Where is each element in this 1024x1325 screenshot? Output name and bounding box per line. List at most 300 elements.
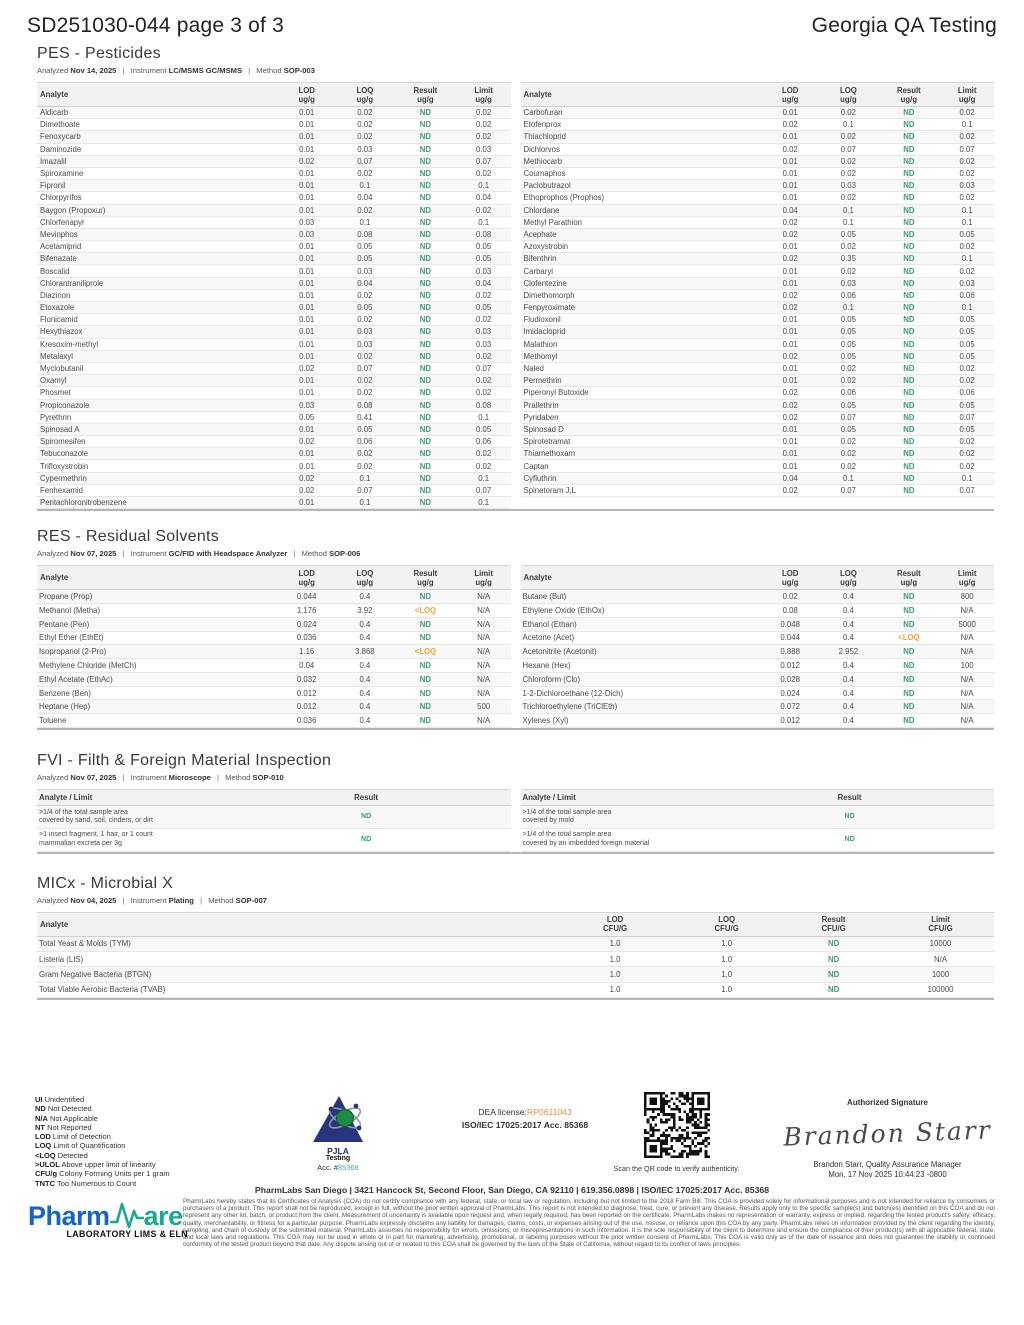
limit-cell: 0.08: [457, 399, 511, 411]
loq-cell: 0.08: [336, 399, 394, 411]
analyte-cell: Etofenprox: [521, 119, 762, 131]
analyte-cell: Oxamyl: [37, 375, 278, 387]
analyte-cell: >1 insect fragment, 1 hair, or 1 count mammalian excreta per 3g: [37, 828, 300, 851]
result-cell: ND: [878, 192, 941, 204]
table-row: [37, 686, 511, 700]
lod-cell: 0.01: [278, 192, 336, 204]
limit-cell: N/A: [457, 672, 511, 686]
result-cell: ND: [394, 617, 457, 631]
limit-cell: 0.05: [940, 228, 994, 240]
meta-method-label: Method: [256, 66, 282, 75]
loq-cell: 0.02: [819, 375, 877, 387]
lod-cell: 0.01: [761, 362, 819, 374]
table-row: [37, 617, 511, 631]
table-row: [521, 686, 995, 700]
analyte-cell: Bifenazate: [37, 253, 278, 265]
pjla-name: PJLA: [327, 1146, 349, 1156]
lod-cell: 0.012: [761, 714, 819, 728]
lod-cell: 0.01: [278, 277, 336, 289]
result-cell: <LOQ: [394, 603, 457, 617]
col-result: Result CFU/G: [780, 912, 887, 936]
qr-code: [644, 1092, 710, 1158]
table-row: [521, 714, 995, 728]
loq-cell: 0.03: [819, 180, 877, 192]
result-cell: ND: [394, 472, 457, 484]
signature-block: [775, 1098, 1000, 1179]
analyte-cell: Permethrin: [521, 375, 762, 387]
table-row: [521, 828, 995, 851]
lod-cell: 0.02: [761, 590, 819, 604]
lod-cell: 0.02: [278, 155, 336, 167]
section-title: FVI - Filth & Foreign Material Inspection: [37, 752, 332, 769]
result-cell: ND: [394, 672, 457, 686]
pjla-logo-icon: [309, 1094, 367, 1144]
loq-cell: 0.4: [819, 617, 877, 631]
table-row: [37, 228, 511, 240]
analyte-cell: Isopropanol (2-Pro): [37, 645, 278, 659]
loq-cell: 0.05: [819, 228, 877, 240]
loq-cell: 0.06: [819, 387, 877, 399]
analyte-cell: Clofentezine: [521, 277, 762, 289]
lod-cell: 0.04: [761, 204, 819, 216]
lod-cell: 0.04: [278, 659, 336, 673]
col-analyte: Analyte: [37, 912, 557, 936]
limit-cell: 0.02: [940, 362, 994, 374]
table-row: [37, 952, 994, 967]
result-cell: ND: [394, 131, 457, 143]
limit-cell: 500: [457, 700, 511, 714]
table-row: [37, 590, 511, 604]
table-row: [521, 302, 995, 314]
loq-cell: 0.4: [819, 700, 877, 714]
analyte-cell: Ethyl Acetate (EthAc): [37, 672, 278, 686]
analyte-cell: Chlorfenapyr: [37, 216, 278, 228]
col-loq: LOQ ug/g: [819, 566, 877, 590]
result-cell: ND: [394, 714, 457, 728]
result-cell: ND: [878, 314, 941, 326]
col-lod: LOD ug/g: [278, 566, 336, 590]
table-row: [37, 982, 994, 997]
limit-cell: 0.02: [457, 289, 511, 301]
limit-cell: 0.02: [940, 265, 994, 277]
table-row: [37, 700, 511, 714]
legend-item: LOD Limit of Detection: [35, 1132, 111, 1142]
loq-cell: 0.05: [819, 350, 877, 362]
analyte-cell: Ethyl Ether (EthEt): [37, 631, 278, 645]
table-row: [521, 472, 995, 484]
analyte-cell: Cypermethrin: [37, 472, 278, 484]
loq-cell: 0.02: [819, 362, 877, 374]
analyte-cell: Dimethoate: [37, 119, 278, 131]
result-cell: ND: [878, 411, 941, 423]
loq-cell: 0.02: [819, 107, 877, 119]
result-cell: ND: [394, 167, 457, 179]
table-row: [37, 362, 511, 374]
result-cell: ND: [394, 460, 457, 472]
limit-cell: 0.1: [940, 302, 994, 314]
signature-handwriting: Brandon Starr: [782, 1115, 993, 1152]
analyte-cell: Fenhexamid: [37, 484, 278, 496]
loq-cell: 0.4: [819, 603, 877, 617]
table-row: [37, 131, 511, 143]
iso-accreditation: ISO/IEC 17025:2017 Acc. 85368: [461, 1120, 589, 1130]
table-row: [37, 143, 511, 155]
result-cell: ND: [878, 204, 941, 216]
license-block: [420, 1106, 630, 1132]
limit-cell: 0.05: [940, 314, 994, 326]
limit-cell: 0.05: [457, 241, 511, 253]
header-row: [521, 566, 995, 590]
meta-separator: |: [293, 549, 296, 559]
table-row: [521, 228, 995, 240]
pharmware-prefix: Pharm: [28, 1201, 110, 1231]
loq-cell: 0.02: [819, 265, 877, 277]
legend-item: LOQ Limit of Quantification: [35, 1141, 126, 1151]
lod-cell: 0.02: [761, 302, 819, 314]
table-row: [37, 192, 511, 204]
lod-cell: 0.01: [761, 436, 819, 448]
loq-cell: 0.07: [336, 362, 394, 374]
section-meta: [37, 896, 994, 905]
lod-cell: 0.01: [761, 314, 819, 326]
analyte-cell: Prallethrin: [521, 399, 762, 411]
lod-cell: 0.02: [761, 216, 819, 228]
limit-cell: 0.04: [457, 277, 511, 289]
loq-cell: 0.1: [336, 216, 394, 228]
col-spacer: [433, 790, 511, 806]
legend-item: N/A Not Applicable: [35, 1113, 98, 1123]
col-loq: LOQ ug/g: [336, 83, 394, 107]
table-row: [521, 350, 995, 362]
loq-cell: 0.05: [819, 326, 877, 338]
table-row: [521, 107, 995, 119]
result-cell: ND: [878, 686, 941, 700]
table-row: [521, 617, 995, 631]
result-cell: ND: [878, 277, 941, 289]
loq-cell: 0.1: [819, 204, 877, 216]
lod-cell: 0.01: [278, 167, 336, 179]
header-row: [37, 912, 994, 936]
table-row: [521, 672, 995, 686]
loq-cell: 1.0: [673, 936, 780, 951]
result-cell: ND: [394, 302, 457, 314]
result-cell: ND: [394, 659, 457, 673]
loq-cell: 0.02: [819, 436, 877, 448]
lod-cell: 0.02: [761, 387, 819, 399]
meta-separator: |: [200, 895, 203, 905]
lod-cell: 0.02: [761, 228, 819, 240]
limit-cell: 0.02: [457, 375, 511, 387]
limit-cell: 0.06: [940, 289, 994, 301]
analyte-cell: Naled: [521, 362, 762, 374]
loq-cell: 0.05: [336, 423, 394, 435]
analyte-cell: Etoxazole: [37, 302, 278, 314]
limit-cell: 0.07: [457, 362, 511, 374]
analyte-cell: Mevinphos: [37, 228, 278, 240]
table-row: [521, 326, 995, 338]
table-row: [521, 362, 995, 374]
lod-cell: 0.036: [278, 714, 336, 728]
result-cell: ND: [394, 631, 457, 645]
limit-cell: N/A: [457, 617, 511, 631]
lod-cell: 1.0: [557, 982, 673, 997]
col-result: Result: [783, 790, 916, 806]
loq-cell: 0.4: [336, 590, 394, 604]
microbial-tables: [37, 912, 994, 1001]
result-cell: ND: [878, 460, 941, 472]
loq-cell: 0.02: [336, 131, 394, 143]
filth-tables: [37, 789, 994, 854]
lod-cell: 0.01: [761, 338, 819, 350]
legal-disclaimer: PharmLabs hereby states that its Certificates of Analysis (COA) do not certify compliance with any federal, state, or local law or regulation, including but not limited to the 2018 Farm Bill. This COA is provided solely for informational purposes and is not intended for reliance by consumers or purchasers of a product. This report shall not be reproduced, except in full, without the prior written approval of PharmLabs. This report is not intended to diagnose, treat, cure, or prevent any disease. Results apply only to the specific sample(s) and batch(es) identified on this COA and do not represent any other lot, batch, or product from the client. Measurement of uncertainty is available upon request and, when legally required, has been reported on the certificate. PharmLabs makes no representation or warranty, express or implied, regarding the tested product's safety, efficacy, quality, merchantability, or fitness for a particular purpose. PharmLabs expressly disclaims any liability for damages, claims, costs, or expenses arising out of the use, misuse, or reliance upon this COA by any party. PharmLabs relies on information provided by the client regarding the identity, sampling, and chain of custody of the submitted material. PharmLabs assumes no responsibility for errors, omissions, or misrepresentations in such information. It is the sole responsibility of the client to determine and ensure the compliance of their product(s) with all applicable federal, state, and local laws and regulations. This COA may not be used in whole or in part for marketing, advertising, promotional, or labeling purposes without the prior written consent of PharmLabs. This COA is valid only as of the date of issuance and does not guarantee the stability or continued conformity of the tested product beyond that date. Any dispute arising out of or related to this COA shall be governed by the laws of the State of California, without regard to its conflict of laws principles.: [183, 1198, 995, 1249]
analyte-cell: Carbofuran: [521, 107, 762, 119]
table-body: [521, 107, 995, 497]
lod-cell: 0.02: [278, 436, 336, 448]
loq-cell: 0.1: [336, 472, 394, 484]
loq-cell: 1.0: [673, 967, 780, 982]
loq-cell: 3.92: [336, 603, 394, 617]
table-row: [37, 436, 511, 448]
limit-cell: 0.02: [457, 204, 511, 216]
result-cell: ND: [394, 277, 457, 289]
spacer-cell: [433, 828, 511, 851]
analyte-cell: Diazinon: [37, 289, 278, 301]
spacer-cell: [433, 806, 511, 829]
limit-cell: N/A: [457, 659, 511, 673]
legend-item: NT Not Reported: [35, 1122, 92, 1132]
analyte-cell: Pentane (Pen): [37, 617, 278, 631]
lod-cell: 0.03: [278, 228, 336, 240]
limit-cell: 0.1: [940, 253, 994, 265]
analyte-cell: Captan: [521, 460, 762, 472]
table-row: [37, 216, 511, 228]
lod-cell: 0.01: [278, 375, 336, 387]
limit-cell: 0.02: [940, 107, 994, 119]
meta-method-label: Method: [301, 549, 327, 559]
analyte-cell: Gram Negative Bacteria (BTGN): [37, 967, 557, 982]
loq-cell: 0.02: [336, 107, 394, 119]
loq-cell: 0.1: [819, 216, 877, 228]
result-cell: ND: [394, 350, 457, 362]
result-cell: ND: [394, 686, 457, 700]
analyte-cell: Daminozide: [37, 143, 278, 155]
result-cell: ND: [878, 350, 941, 362]
analyte-cell: Piperonyl Butoxide: [521, 387, 762, 399]
loq-cell: 0.4: [336, 700, 394, 714]
result-cell: ND: [783, 806, 916, 829]
loq-cell: 0.02: [336, 350, 394, 362]
meta-instrument-label: Instrument: [130, 773, 167, 782]
table-row: [521, 423, 995, 435]
table-row: [37, 603, 511, 617]
meta-instrument-label: Instrument: [130, 66, 167, 75]
residual-solvents-tables: [37, 565, 994, 730]
result-cell: ND: [878, 448, 941, 460]
limit-cell: 0.07: [457, 484, 511, 496]
result-cell: ND: [394, 436, 457, 448]
limit-cell: 0.07: [940, 143, 994, 155]
table-row: [37, 460, 511, 472]
pesticides-table-left: [37, 82, 511, 509]
analyte-cell: Paclobutrazol: [521, 180, 762, 192]
limit-cell: 0.1: [457, 497, 511, 509]
table-row: [521, 277, 995, 289]
meta-separator: |: [216, 773, 219, 782]
lod-cell: 0.044: [761, 631, 819, 645]
col-loq: LOQ ug/g: [819, 83, 877, 107]
loq-cell: 0.1: [819, 472, 877, 484]
analyte-cell: Imidacloprid: [521, 326, 762, 338]
analyte-cell: Acephate: [521, 228, 762, 240]
section-meta: [37, 549, 994, 558]
meta-analyzed-label: Analyzed: [37, 895, 69, 905]
result-cell: ND: [780, 952, 887, 967]
table-row: [37, 387, 511, 399]
limit-cell: 0.02: [457, 107, 511, 119]
limit-cell: N/A: [940, 686, 994, 700]
limit-cell: 0.02: [940, 460, 994, 472]
section-residual-solvents: [37, 528, 994, 730]
limit-cell: N/A: [887, 952, 994, 967]
analyte-cell: Myclobutanil: [37, 362, 278, 374]
table-row: [37, 326, 511, 338]
loq-cell: 1.0: [673, 982, 780, 997]
loq-cell: 0.4: [336, 714, 394, 728]
result-cell: ND: [394, 216, 457, 228]
result-cell: ND: [394, 590, 457, 604]
analyte-cell: Cyfluthrin: [521, 472, 762, 484]
legend-item: ND Not Detected: [35, 1104, 92, 1114]
loq-cell: 0.02: [336, 460, 394, 472]
result-cell: ND: [783, 828, 916, 851]
microbial-table: [37, 912, 994, 999]
loq-cell: 0.02: [336, 314, 394, 326]
table-row: [37, 302, 511, 314]
result-cell: ND: [394, 338, 457, 350]
analyte-cell: >1/4 of the total sample area covered by sand, soil, cinders, or dirt: [37, 806, 300, 829]
result-cell: <LOQ: [394, 645, 457, 659]
limit-cell: 0.1: [457, 216, 511, 228]
loq-cell: 0.4: [819, 590, 877, 604]
analyte-cell: Pyrethrin: [37, 411, 278, 423]
analyte-cell: Coumaphos: [521, 167, 762, 179]
loq-cell: 0.05: [819, 399, 877, 411]
analyte-cell: Trifloxystrobin: [37, 460, 278, 472]
lod-cell: 0.02: [761, 484, 819, 496]
lod-cell: 0.01: [278, 302, 336, 314]
lod-cell: 1.0: [557, 952, 673, 967]
result-cell: ND: [878, 119, 941, 131]
section-title: PES - Pesticides: [37, 45, 161, 62]
table-row: [37, 180, 511, 192]
limit-cell: 0.02: [940, 155, 994, 167]
analyte-cell: Carbaryl: [521, 265, 762, 277]
pharmware-logo: [28, 1201, 188, 1239]
analyte-cell: Methomyl: [521, 350, 762, 362]
table-row: [521, 448, 995, 460]
analyte-cell: Fenpyroximate: [521, 302, 762, 314]
loq-cell: 0.05: [819, 423, 877, 435]
loq-cell: 0.4: [336, 672, 394, 686]
lod-cell: 0.02: [278, 484, 336, 496]
meta-method-value: SOP-003: [283, 66, 315, 75]
header-row: [37, 790, 511, 806]
result-cell: ND: [878, 645, 941, 659]
analyte-cell: Chlordane: [521, 204, 762, 216]
analyte-cell: Metalaxyl: [37, 350, 278, 362]
loq-cell: 0.4: [336, 659, 394, 673]
analyte-cell: Fludioxonil: [521, 314, 762, 326]
loq-cell: 0.05: [336, 241, 394, 253]
meta-instrument-value: Plating: [168, 895, 194, 905]
table-row: [521, 806, 995, 829]
lod-cell: 0.01: [278, 289, 336, 301]
result-cell: ND: [394, 375, 457, 387]
table-row: [521, 411, 995, 423]
meta-separator: |: [122, 549, 125, 559]
limit-cell: N/A: [940, 672, 994, 686]
meta-analyzed-label: Analyzed: [37, 549, 69, 559]
meta-separator: |: [122, 66, 125, 75]
lod-cell: 0.02: [761, 289, 819, 301]
result-cell: ND: [394, 155, 457, 167]
col-limit: Limit ug/g: [457, 83, 511, 107]
result-cell: ND: [878, 265, 941, 277]
loq-cell: 0.07: [819, 484, 877, 496]
analyte-cell: Butane (But): [521, 590, 762, 604]
col-analyte-limit: Analyte / Limit: [521, 790, 784, 806]
lod-cell: 0.02: [761, 143, 819, 155]
lod-cell: 0.012: [278, 686, 336, 700]
limit-cell: N/A: [457, 686, 511, 700]
limit-cell: 100: [940, 659, 994, 673]
analyte-cell: Chlorpyrifos: [37, 192, 278, 204]
loq-cell: 0.4: [336, 617, 394, 631]
table-row: [37, 375, 511, 387]
table-row: [521, 631, 995, 645]
table-body: [37, 936, 994, 998]
lod-cell: 0.01: [761, 241, 819, 253]
section-meta: [37, 773, 994, 782]
result-cell: ND: [878, 302, 941, 314]
lod-cell: 0.01: [761, 375, 819, 387]
lod-cell: 0.01: [761, 167, 819, 179]
lod-cell: 0.01: [278, 448, 336, 460]
table-row: [37, 155, 511, 167]
loq-cell: 0.1: [336, 497, 394, 509]
table-row: [37, 828, 511, 851]
table-row: [521, 484, 995, 496]
limit-cell: 0.05: [940, 338, 994, 350]
table-row: [521, 387, 995, 399]
result-cell: ND: [878, 423, 941, 435]
col-limit: Limit CFU/G: [887, 912, 994, 936]
lod-cell: 0.02: [761, 411, 819, 423]
analyte-cell: Thiamethoxam: [521, 448, 762, 460]
analyte-cell: Spiromesifen: [37, 436, 278, 448]
limit-cell: 0.02: [457, 131, 511, 143]
legend-item: UI Unidentified: [35, 1095, 85, 1104]
loq-cell: 3.868: [336, 645, 394, 659]
lod-cell: 0.01: [278, 107, 336, 119]
section-microbial: [37, 875, 994, 1001]
limit-cell: 0.03: [457, 143, 511, 155]
result-cell: ND: [394, 387, 457, 399]
table-row: [37, 204, 511, 216]
lod-cell: 0.05: [278, 411, 336, 423]
table-row: [521, 180, 995, 192]
table-row: [521, 253, 995, 265]
